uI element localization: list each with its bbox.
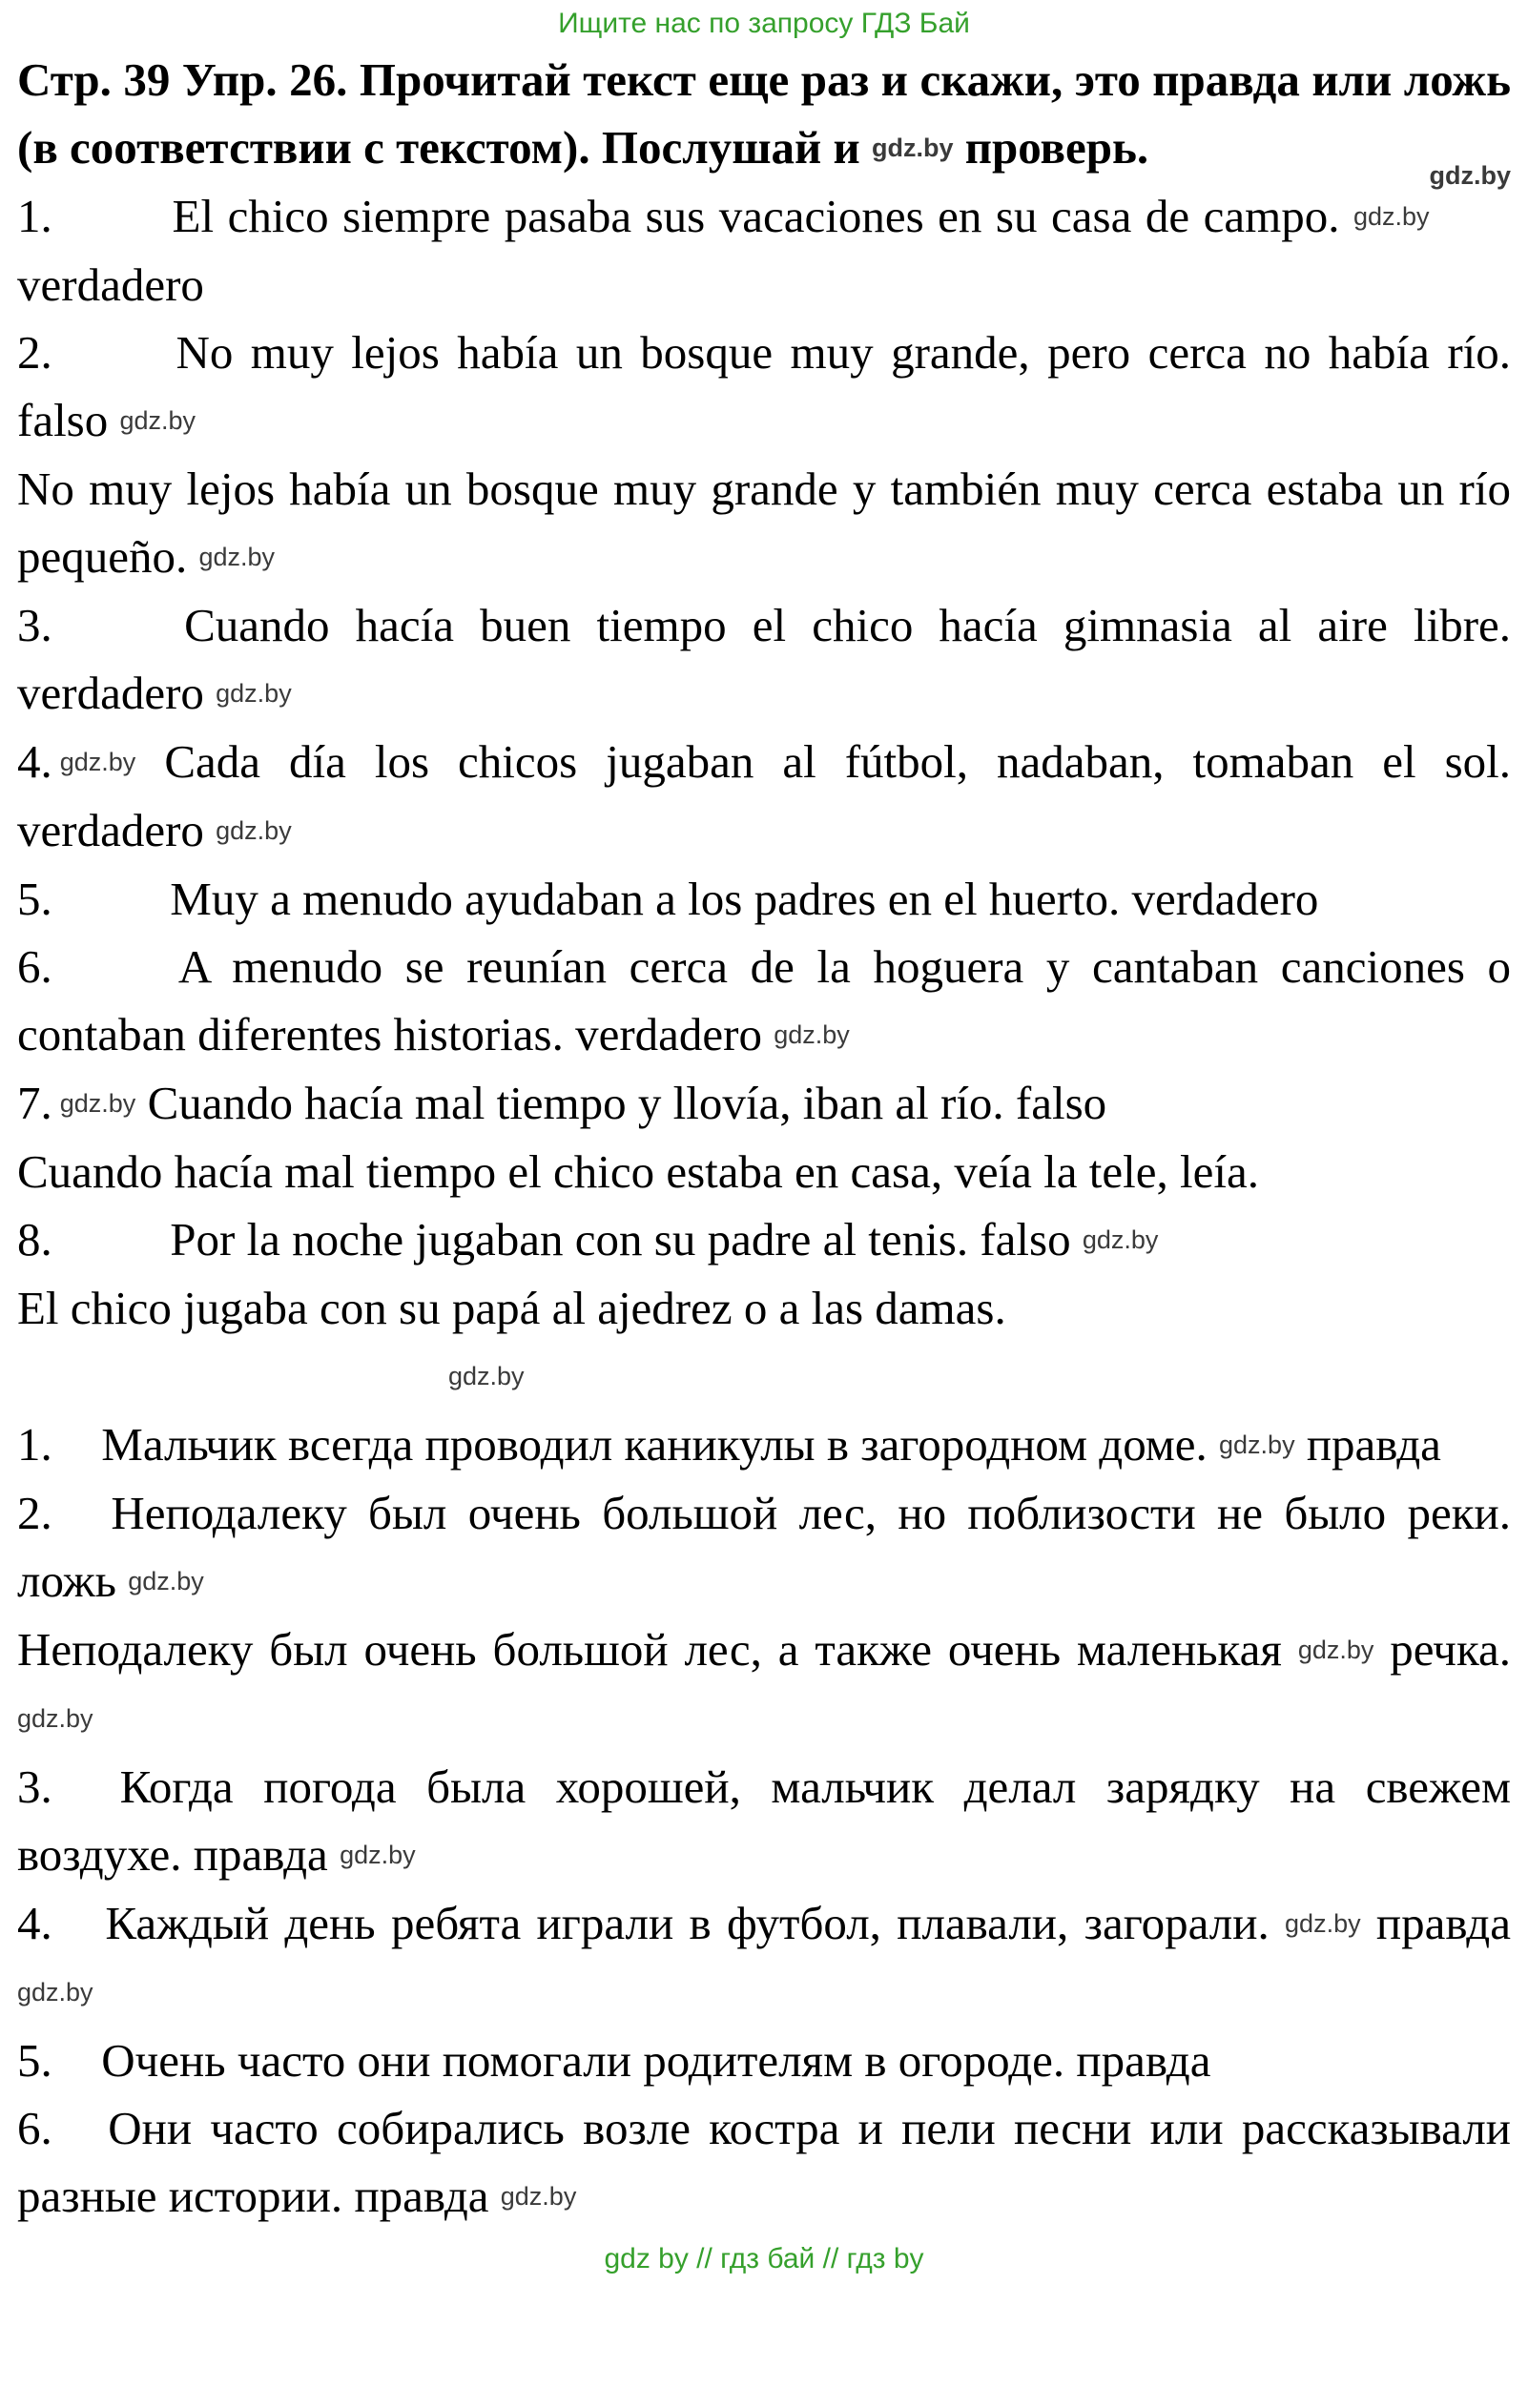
statement-text: Мальчик всегда проводил каникулы в загородном доме. bbox=[101, 1418, 1208, 1471]
gdzby-watermark: gdz.by bbox=[119, 406, 196, 435]
correction-text: El chico jugaba con su papá al ajedrez o a las damas. bbox=[17, 1282, 1006, 1334]
gdzby-watermark: gdz.by bbox=[216, 816, 292, 845]
gdzby-watermark: gdz.by bbox=[216, 679, 292, 708]
statement-es-4 bbox=[17, 728, 1511, 865]
item-number: 7. bbox=[17, 1077, 52, 1129]
item-number: 4. bbox=[17, 735, 52, 788]
gdzby-watermark: gdz.by bbox=[17, 1704, 93, 1733]
answer-text: verdadero bbox=[575, 1008, 762, 1060]
exercise-title bbox=[17, 46, 1511, 190]
answer-text: verdadero bbox=[17, 804, 204, 856]
statement-es-6 bbox=[17, 933, 1511, 1069]
correction-text-end: речка. bbox=[1390, 1623, 1512, 1676]
answer-text: verdadero bbox=[17, 258, 204, 311]
gdzby-watermark: gdz.by bbox=[128, 1567, 204, 1595]
footer-site-tags: gdz by // гдз бай // гдз by bbox=[604, 2243, 924, 2274]
answer-text: правда bbox=[354, 2170, 489, 2222]
item-number: 3. bbox=[17, 599, 52, 651]
statement-es-3 bbox=[17, 591, 1511, 728]
answer-text: falso bbox=[17, 394, 109, 446]
statement-text: Muy a menudo ayudaban a los padres en el huerto. bbox=[170, 873, 1121, 925]
item-number: 6. bbox=[17, 2102, 52, 2154]
statement-es-7 bbox=[17, 1069, 1511, 1138]
statement-ru-4 bbox=[17, 1889, 1511, 2027]
gdzby-watermark: gdz.by bbox=[59, 1089, 136, 1118]
statement-ru-1 bbox=[17, 1410, 1511, 1479]
gdzby-watermark: gdz.by bbox=[1219, 1430, 1295, 1459]
gdzby-watermark: gdz.by bbox=[198, 543, 276, 571]
statement-ru-6 bbox=[17, 2094, 1511, 2231]
top-search-hint: Ищите нас по запросу ГДЗ Бай bbox=[558, 8, 970, 39]
correction-text: No muy lejos había un bosque muy grande y también muy cerca estaba un río pequeño. bbox=[17, 463, 1511, 583]
correction-es-2 bbox=[17, 455, 1511, 591]
statement-ru-5 bbox=[17, 2027, 1511, 2094]
statement-text: El chico siempre pasaba sus vacaciones en su casa de campo. bbox=[172, 190, 1340, 242]
statement-text: Cada día los chicos jugaban al fútbol, nadaban, tomaban el sol. bbox=[164, 735, 1511, 788]
gdzby-watermark: gdz.by bbox=[1285, 1909, 1361, 1938]
answer-text: falso bbox=[1015, 1077, 1107, 1129]
gdzby-watermark: gdz.by bbox=[1082, 1225, 1159, 1254]
item-number: 3. bbox=[17, 1760, 52, 1813]
item-number: 1. bbox=[17, 1418, 52, 1471]
statement-text: Cuando hacía mal tiempo y llovía, iban al río. bbox=[147, 1077, 1004, 1129]
gdzby-watermark: gdz.by bbox=[448, 1362, 525, 1390]
answer-text: verdadero bbox=[1131, 873, 1319, 925]
answer-text: правда bbox=[1076, 2034, 1211, 2087]
statement-es-8 bbox=[17, 1205, 1511, 1274]
gdzby-watermark: gdz.by bbox=[59, 748, 136, 776]
statement-ru-2 bbox=[17, 1479, 1511, 1616]
statement-text: Cuando hacía buen tiempo el chico hacía gimnasia al aire libre. bbox=[184, 599, 1512, 651]
correction-text: Неподалеку был очень большой лес, а также очень маленькая bbox=[17, 1623, 1282, 1676]
statement-text: A menudo se reunían cerca de la hoguera y cantaban canciones o contaban diferentes historias. bbox=[17, 940, 1512, 1060]
statement-text: No muy lejos había un bosque muy grande, pero cerca no había río. bbox=[176, 326, 1511, 379]
statement-text: Каждый день ребята играли в футбол, плавали, загорали. bbox=[105, 1897, 1270, 1949]
statement-text: Они часто собирались возле костра и пели песни или рассказывали разные истории. bbox=[17, 2102, 1512, 2222]
item-number: 1. bbox=[17, 190, 52, 242]
item-number: 2. bbox=[17, 326, 52, 379]
gdzby-watermark: gdz.by bbox=[774, 1020, 850, 1049]
answer-text: verdadero bbox=[17, 667, 204, 719]
statement-text: Неподалеку был очень большой лес, но поблизости не было реки. bbox=[111, 1487, 1511, 1539]
answer-text: falso bbox=[980, 1213, 1071, 1266]
gdzby-watermark: gdz.by bbox=[1297, 1636, 1374, 1664]
exercise-title-text: Стр. 39 Упр. 26. Прочитай текст еще раз и скажи, это правда или ложь (в соответствии с текстом). Послушай и bbox=[17, 53, 1511, 174]
item-number: 5. bbox=[17, 873, 52, 925]
item-number: 5. bbox=[17, 2034, 52, 2087]
statement-text: Когда погода была хорошей, мальчик делал зарядку на свежем воздухе. bbox=[17, 1760, 1511, 1881]
statement-es-5 bbox=[17, 865, 1511, 933]
correction-ru-2 bbox=[17, 1616, 1511, 1753]
gdzby-watermark: gdz.by bbox=[1352, 202, 1430, 231]
gdzby-watermark: gdz.by bbox=[872, 134, 954, 162]
item-number: 6. bbox=[17, 940, 52, 993]
item-number: 2. bbox=[17, 1487, 52, 1539]
statement-text: Por la noche jugaban con su padre al tenis. bbox=[170, 1213, 969, 1266]
gdzby-watermark: gdz.by bbox=[500, 2182, 577, 2211]
gdzby-watermark: gdz.by bbox=[340, 1841, 416, 1869]
statement-es-2 bbox=[17, 319, 1511, 455]
gdzby-watermark: gdz.by bbox=[17, 1978, 93, 2007]
statement-text: Очень часто они помогали родителям в огороде. bbox=[101, 2034, 1065, 2087]
answer-text: правда bbox=[1375, 1897, 1511, 1949]
exercise-title-text-end: проверь. bbox=[964, 121, 1149, 174]
answer-text: правда bbox=[1306, 1418, 1441, 1471]
answer-text: ложь bbox=[17, 1554, 116, 1607]
gdzby-watermark: gdz.by bbox=[1429, 161, 1511, 190]
item-number: 8. bbox=[17, 1213, 52, 1266]
statement-es-1 bbox=[17, 182, 1511, 319]
answer-text: правда bbox=[193, 1828, 328, 1881]
correction-text: Cuando hacía mal tiempo el chico estaba en casa, veía la tele, leía. bbox=[17, 1145, 1259, 1198]
watermark-line bbox=[17, 1342, 1511, 1410]
statement-ru-3 bbox=[17, 1753, 1511, 1889]
correction-es-8 bbox=[17, 1274, 1511, 1342]
correction-es-7 bbox=[17, 1138, 1511, 1205]
document bbox=[17, 8, 1511, 2278]
item-number: 4. bbox=[17, 1897, 52, 1949]
